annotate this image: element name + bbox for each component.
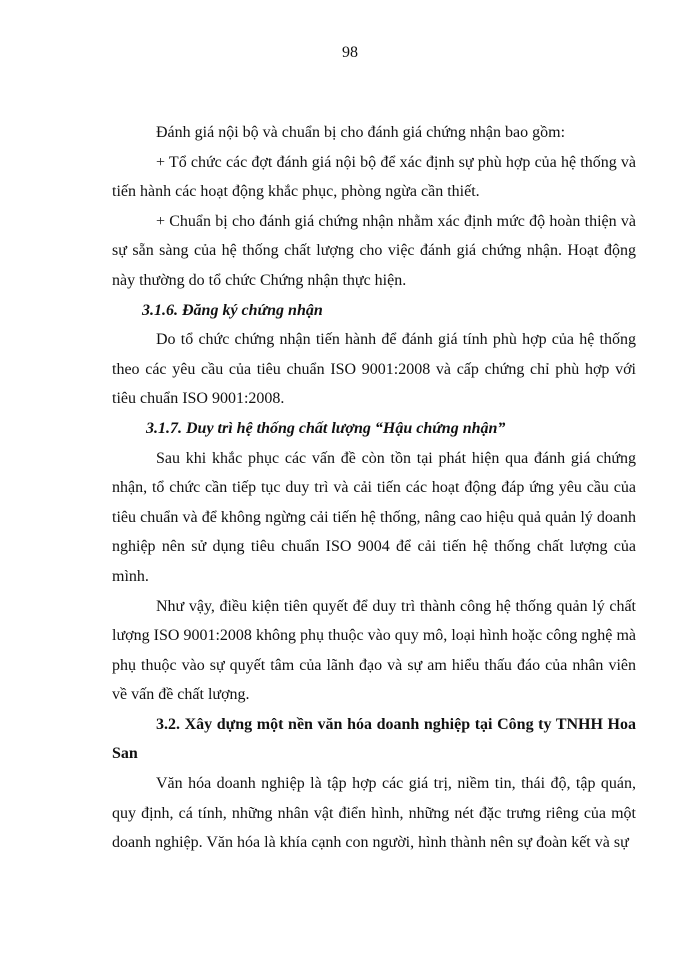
paragraph-post-certification: Sau khi khắc phục các vấn đề còn tồn tại phát hiện qua đánh giá chứng nhận, tổ chức cần tiếp tục duy trì và cải tiến các hoạt động đáp ứng yêu cầu của tiêu chuẩn và để không ngừng cải tiến hệ thống, nâng cao hiệu quả quản lý doanh nghiệp nên sử dụng tiêu chuẩn ISO 9004 để cải tiến hệ thống chất lượng của mình. xyxy=(112,449,636,585)
paragraph-certification-prep-item: + Chuẩn bị cho đánh giá chứng nhận nhằm xác định mức độ hoàn thiện và sự sẵn sàng của hệ thống chất lượng cho việc đánh giá chứng nhận. Hoạt động này thường do tổ chức Chứng nhận thực hiện. xyxy=(112,212,636,289)
heading-3-2: 3.2. Xây dựng một nền văn hóa doanh nghiệp tại Công ty TNHH Hoa San xyxy=(112,715,636,763)
paragraph-corporate-culture: Văn hóa doanh nghiệp là tập hợp các giá trị, niềm tin, thái độ, tập quán, quy định, cá tính, những nhân vật điển hình, những nét đặc trưng riêng của một doanh nghiệp. Văn hóa là khía cạnh con người, hình thành nên sự đoàn kết và sự xyxy=(112,775,636,852)
paragraph-conclusion: Như vậy, điều kiện tiên quyết để duy trì thành công hệ thống quản lý chất lượng ISO 9001:2008 không phụ thuộc vào quy mô, loại hình hoặc công nghệ mà phụ thuộc vào sự quyết tâm của lãnh đạo và sự am hiểu thấu đáo của nhân viên về vấn đề chất lượng. xyxy=(112,597,636,704)
heading-3-1-7: 3.1.7. Duy trì hệ thống chất lượng “Hậu chứng nhận” xyxy=(146,419,506,437)
paragraph-internal-audit-item: + Tổ chức các đợt đánh giá nội bộ để xác định sự phù hợp của hệ thống và tiến hành các hoạt động khắc phục, phòng ngừa cần thiết. xyxy=(112,153,636,201)
heading-3-1-6: 3.1.6. Đăng ký chứng nhận xyxy=(142,301,323,319)
document-body xyxy=(112,118,636,858)
paragraph-certification-registration: Do tổ chức chứng nhận tiến hành để đánh giá tính phù hợp của hệ thống theo các yêu cầu của tiêu chuẩn ISO 9001:2008 và cấp chứng chỉ phù hợp với tiêu chuẩn ISO 9001:2008. xyxy=(112,331,636,408)
page-number: 98 xyxy=(342,44,358,61)
paragraph-internal-audit-intro: Đánh giá nội bộ và chuẩn bị cho đánh giá chứng nhận bao gồm: xyxy=(156,124,566,141)
